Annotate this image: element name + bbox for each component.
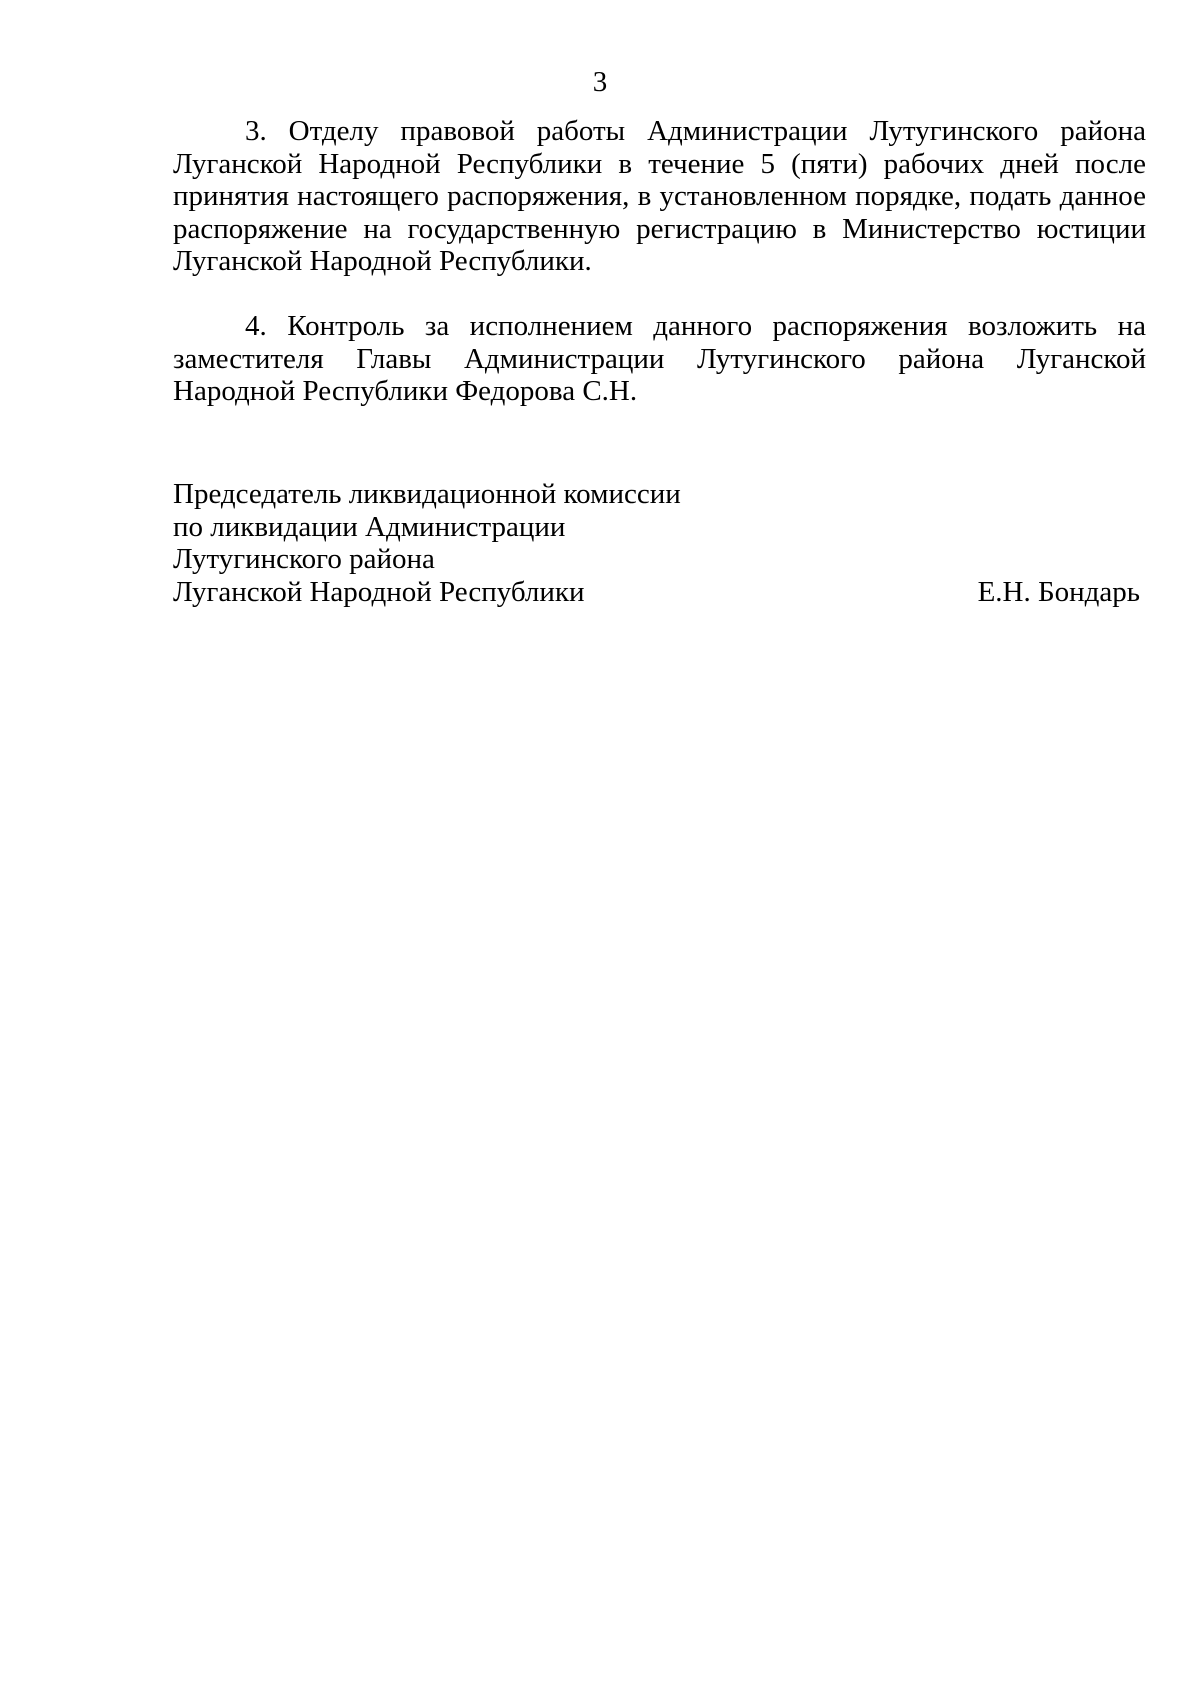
signatory-name: Е.Н. Бондарь [977, 575, 1140, 608]
signature-position-line: Луганской Народной Республики [173, 575, 585, 608]
signature-position-line: Лутугинского района [173, 543, 435, 575]
paragraph-3: 3. Отделу правовой работы Администрации Лутугинского района Луганской Народной Республики в течение 5 (пяти) рабочих дней после принятия настоящего распоряжения, в установленном порядке, подать данное распоряжение на государственную регистрацию в Министерство юстиции Луганской Народной Республики. [173, 115, 1146, 277]
paragraph-4: 4. Контроль за исполнением данного распоряжения возложить на заместителя Главы Администрации Лутугинского района Луганской Народной Республики Федорова С.Н. [173, 310, 1146, 407]
signature-position-line: Председатель ликвидационной комиссии [173, 478, 681, 510]
page-number: 3 [592, 66, 608, 98]
signature-position-line: по ликвидации Администрации [173, 510, 566, 543]
signature-block [173, 478, 1146, 608]
